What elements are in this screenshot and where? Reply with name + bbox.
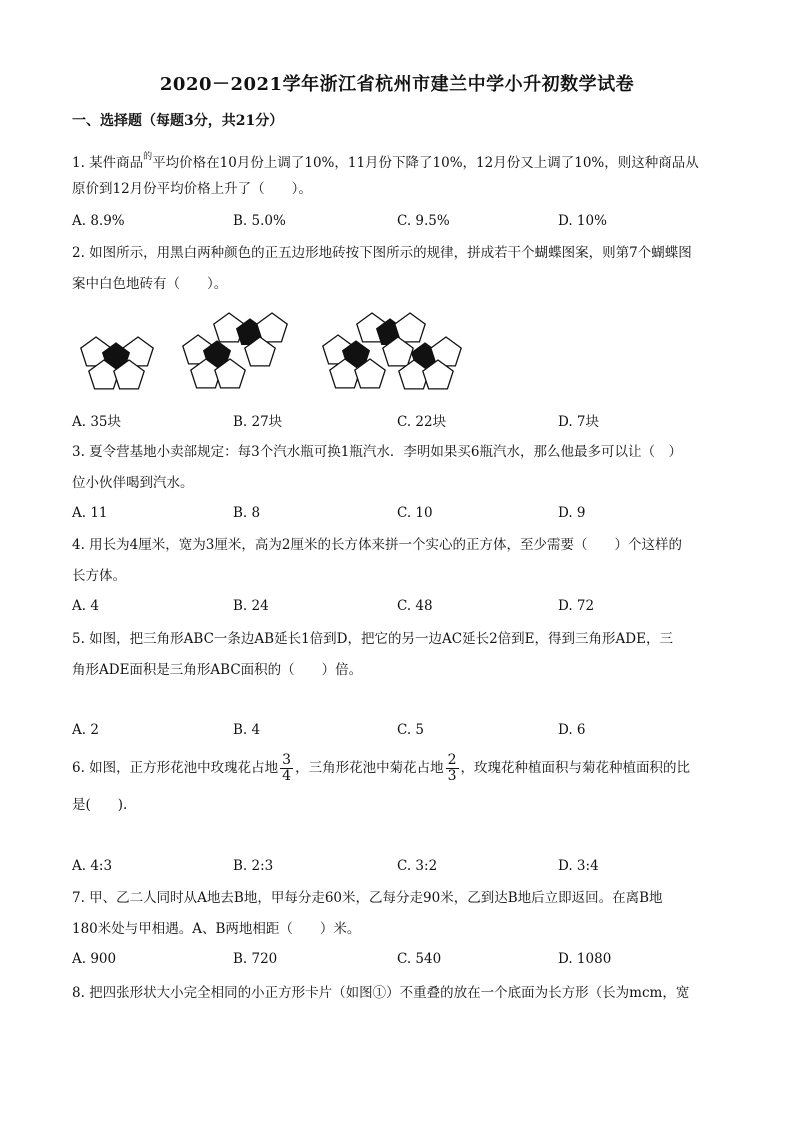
q7-option-a[interactable]: A. 900 [72,951,117,967]
q5-options [72,722,732,742]
q2-options [72,410,732,430]
q6-options [72,858,732,878]
q2-line2: 案中白色地砖有（ ）。 [72,276,228,292]
q4-line1: 4. 用长为4厘米，宽为3厘米，高为2厘米的长方体来拼一个实心的正方体，至少需要（ ）个这样的 [72,537,682,553]
q5-line1: 5. 如图，把三角形ABC一条边AB延长1倍到D，把它的另一边AC延长2倍到E，得到三角形ADE，三 [72,631,673,647]
q6-option-b[interactable]: B. 2:3 [233,858,274,874]
q4-option-b[interactable]: B. 24 [233,598,269,614]
q1-superscript: 的 [143,152,153,162]
fraction-denominator: 3 [447,768,457,784]
q1-option-b[interactable]: B. 5.0% [233,213,286,229]
q1-line2: 原价到12月份平均价格上升了（ ）。 [72,181,312,197]
q3-line1: 3. 夏令营基地小卖部规定：每3个汽水瓶可换1瓶汽水．李明如果买6瓶汽水，那么他最多可以让（ ） [72,444,682,460]
q5-line2: 角形ADE面积是三角形ABC面积的（ ）倍。 [72,662,363,678]
fraction-denominator: 4 [282,768,292,784]
fraction-three-quarters [280,753,293,784]
q6-option-a[interactable]: A. 4:3 [72,858,113,874]
q5-option-a[interactable]: A. 2 [72,722,99,738]
q2-option-c[interactable]: C. 22块 [397,414,447,430]
q4-option-d[interactable]: D. 72 [558,598,595,614]
q6-option-c[interactable]: C. 3:2 [397,858,438,874]
butterfly-figure-3 [323,313,461,389]
exam-title: 2020－2021学年浙江省杭州市建兰中学小升初数学试卷 [159,74,635,95]
q4-option-c[interactable]: C. 48 [397,598,433,614]
q8-line1: 8. 把四张形状大小完全相同的小正方形卡片（如图①）不重叠的放在一个底面为长方形（长为mcm，宽 [72,985,690,1001]
q4-option-a[interactable]: A. 4 [72,598,99,614]
q7-line2: 180米处与甲相遇。A、B两地相距（ ）米。 [72,921,361,937]
butterfly-pattern-figure [72,305,472,400]
q3-options [72,505,732,525]
butterfly-figure-2 [183,313,287,388]
q7-line1: 7. 甲、乙二人同时从A地去B地，甲每分走60米，乙每分走90米，乙到达B地后立即返回。在离B地 [72,890,663,906]
q6-option-d[interactable]: D. 3:4 [558,858,599,874]
q6-middle: ，三角形花池中菊花占地 [295,760,444,776]
q7-option-b[interactable]: B. 720 [233,951,278,967]
butterfly-figure-1 [81,337,153,389]
q3-option-b[interactable]: B. 8 [233,505,261,521]
q2-option-b[interactable]: B. 27块 [233,414,283,430]
fraction-numerator: 2 [447,752,457,768]
q1-option-a[interactable]: A. 8.9% [72,213,125,229]
q1-prefix: 1. 某件商品 [72,155,144,171]
q1-rest: 平均价格在10月份上调了10%，11月份下降了10%，12月份又上调了10%，则这种商品从 [152,155,699,171]
q6-suffix: ，玫瑰花种植面积与菊花种植面积的比 [460,760,691,776]
section-heading: 一、选择题（每题3分，共21分） [72,113,284,129]
q1-line1 [72,147,724,173]
q3-line2: 位小伙伴喝到汽水。 [72,475,194,491]
q4-line2: 长方体。 [72,568,126,584]
q1-option-d[interactable]: D. 10% [558,213,607,229]
q3-option-c[interactable]: C. 10 [397,505,433,521]
q7-options [72,951,732,971]
q1-options [72,213,732,233]
q5-option-b[interactable]: B. 4 [233,722,261,738]
q7-option-d[interactable]: D. 1080 [558,951,612,967]
q7-option-c[interactable]: C. 540 [397,951,442,967]
fraction-two-thirds [446,753,459,784]
q5-option-c[interactable]: C. 5 [397,722,425,738]
q6-line2: 是( ). [72,797,128,813]
q2-option-d[interactable]: D. 7块 [558,414,600,430]
q3-option-d[interactable]: D. 9 [558,505,586,521]
q2-option-a[interactable]: A. 35块 [72,414,122,430]
q5-option-d[interactable]: D. 6 [558,722,586,738]
fraction-numerator: 3 [282,752,292,768]
q3-option-a[interactable]: A. 11 [72,505,108,521]
q6-prefix: 6. 如图，正方形花池中玫瑰花占地 [72,760,279,776]
q4-options [72,598,732,618]
q1-option-c[interactable]: C. 9.5% [397,213,450,229]
q2-line1: 2. 如图所示，用黑白两种颜色的正五边形地砖按下图所示的规律，拼成若干个蝴蝶图案，则第7个蝴蝶图 [72,245,692,261]
q6-line1 [72,750,724,786]
